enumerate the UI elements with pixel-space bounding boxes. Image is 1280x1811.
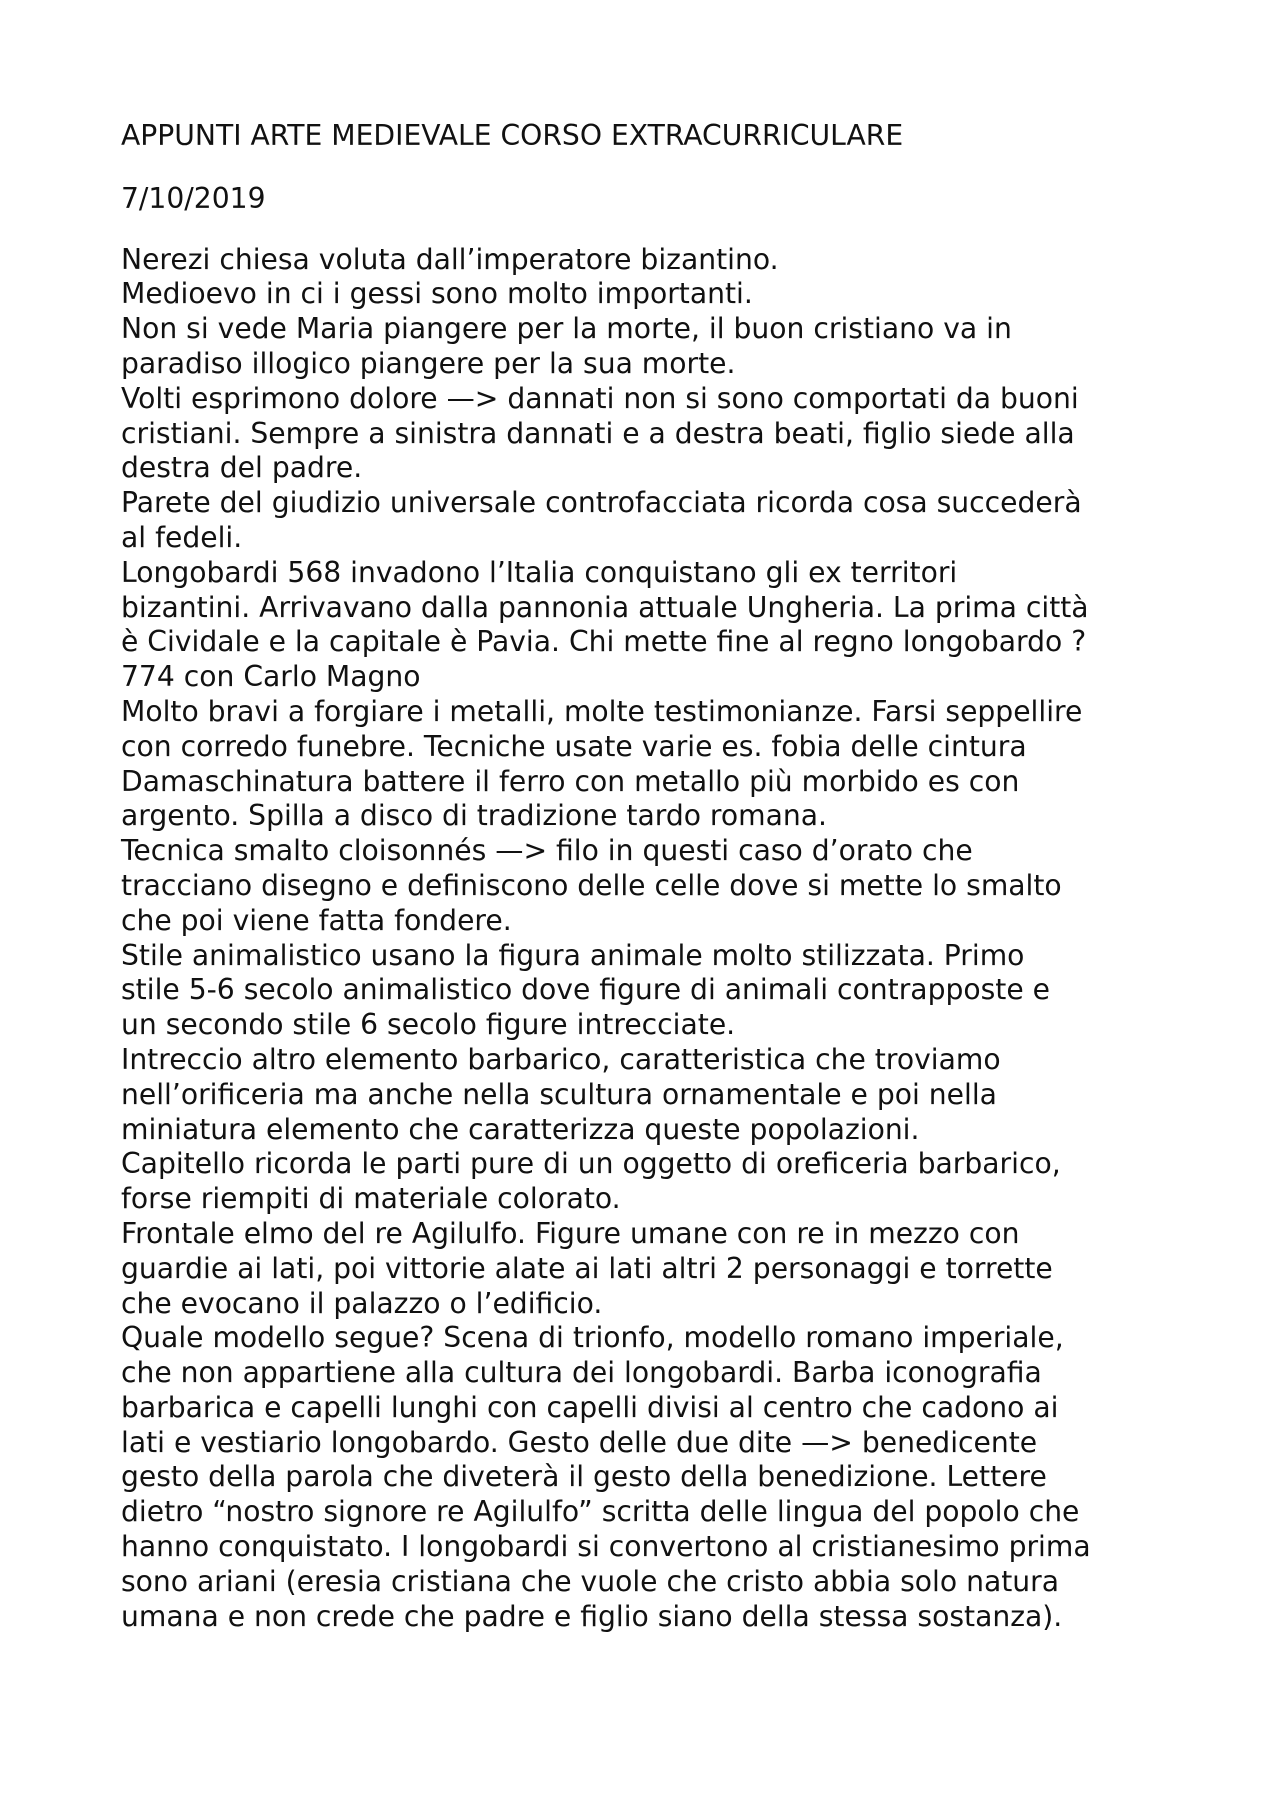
body-line: un secondo stile 6 secolo figure intrecciate. — [121, 1008, 736, 1042]
body-line: è Cividale e la capitale è Pavia. Chi mette fine al regno longobardo ? — [121, 625, 1087, 659]
body-line: Tecnica smalto cloisonnés —> filo in questi caso d’orato che — [121, 834, 973, 868]
body-line: sono ariani (eresia cristiana che vuole che cristo abbia solo natura — [121, 1564, 1060, 1598]
body-line: dietro “nostro signore re Agilulfo” scritta delle lingua del popolo che — [121, 1495, 1080, 1529]
body-line: barbarica e capelli lunghi con capelli divisi al centro che cadono ai — [121, 1390, 1059, 1424]
body-line: forse riempiti di materiale colorato. — [121, 1182, 621, 1216]
body-line: argento. Spilla a disco di tradizione tardo romana. — [121, 799, 827, 833]
body-line: destra del padre. — [121, 451, 363, 485]
body-line: miniatura elemento che caratterizza queste popolazioni. — [121, 1112, 920, 1146]
body-line: Intreccio altro elemento barbarico, caratteristica che troviamo — [121, 1042, 1001, 1076]
body-line: Volti esprimono dolore —> dannati non si sono comportati da buoni — [121, 381, 1079, 415]
document-title: APPUNTI ARTE MEDIEVALE CORSO EXTRACURRICULARE — [121, 119, 904, 152]
body-line: cristiani. Sempre a sinistra dannati e a destra beati, figlio siede alla — [121, 416, 1075, 450]
body-line: Quale modello segue? Scena di trionfo, modello romano imperiale, — [121, 1321, 1064, 1355]
body-line: Damaschinatura battere il ferro con metallo più morbido es con — [121, 764, 1020, 798]
body-line: 774 con Carlo Magno — [121, 660, 421, 694]
body-line: Non si vede Maria piangere per la morte, il buon cristiano va in — [121, 312, 1012, 346]
body-line: che poi viene fatta fondere. — [121, 903, 512, 937]
body-line: bizantini. Arrivavano dalla pannonia attuale Ungheria. La prima città — [121, 590, 1089, 624]
body-line: gesto della parola che diveterà il gesto della benedizione. Lettere — [121, 1460, 1047, 1494]
body-line: Nerezi chiesa voluta dall’imperatore bizantino. — [121, 242, 779, 276]
body-line: Capitello ricorda le parti pure di un oggetto di oreficeria barbarico, — [121, 1147, 1061, 1181]
body-line: con corredo funebre. Tecniche usate varie es. fobia delle cintura — [121, 729, 1027, 763]
body-line: Frontale elmo del re Agilulfo. Figure umane con re in mezzo con — [121, 1216, 1020, 1250]
body-line: Medioevo in ci i gessi sono molto importanti. — [121, 277, 753, 311]
body-line: hanno conquistato. I longobardi si convertono al cristianesimo prima — [121, 1530, 1091, 1564]
document-body — [121, 243, 1181, 1635]
document-date: 7/10/2019 — [121, 181, 266, 215]
body-line: Molto bravi a forgiare i metalli, molte testimonianze. Farsi seppellire — [121, 694, 1083, 728]
body-line: che evocano il palazzo o l’edificio. — [121, 1286, 603, 1320]
document-content — [121, 119, 1181, 1634]
body-line: guardie ai lati, poi vittorie alate ai lati altri 2 personaggi e torrette — [121, 1251, 1053, 1285]
body-line: Parete del giudizio universale controfacciata ricorda cosa succederà — [121, 486, 1082, 520]
body-line: Stile animalistico usano la figura animale molto stilizzata. Primo — [121, 938, 1025, 972]
body-line: che non appartiene alla cultura dei longobardi. Barba iconografia — [121, 1356, 1042, 1390]
body-line: umana e non crede che padre e figlio siano della stessa sostanza). — [121, 1599, 1063, 1633]
body-line: al fedeli. — [121, 520, 243, 554]
body-line: tracciano disegno e definiscono delle celle dove si mette lo smalto — [121, 868, 1062, 902]
body-line: nell’orificeria ma anche nella scultura ornamentale e poi nella — [121, 1077, 997, 1111]
body-line: lati e vestiario longobardo. Gesto delle due dite —> benedicente — [121, 1425, 1038, 1459]
body-line: stile 5-6 secolo animalistico dove figure di animali contrapposte e — [121, 973, 1050, 1007]
body-line: Longobardi 568 invadono l’Italia conquistano gli ex territori — [121, 555, 958, 589]
body-line: paradiso illogico piangere per la sua morte. — [121, 346, 736, 380]
